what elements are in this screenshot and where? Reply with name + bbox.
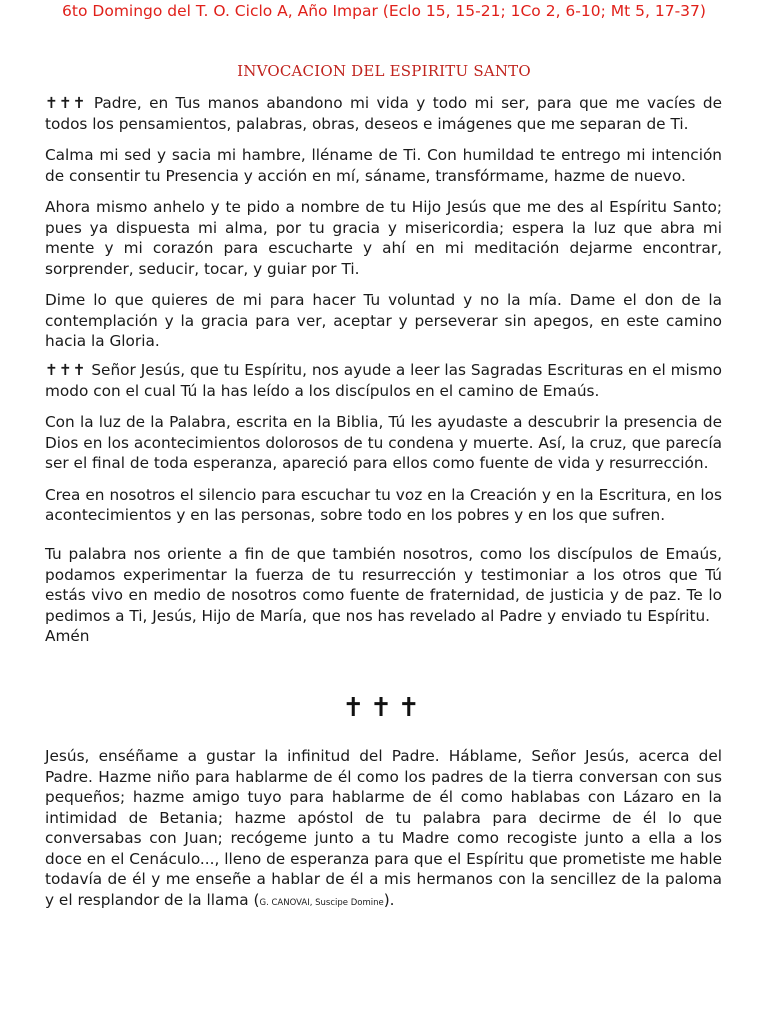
cross-icon: ✝✝✝ [45, 94, 87, 112]
section-padre [45, 93, 722, 363]
paragraph: Ahora mismo anhelo y te pido a nombre de tu Hijo Jesús que me des al Espíritu Santo; pues ya dispuesta mi alma, por tu gracia y misericordia; espera la luz que abra mi mente y mi corazón para escucharte y ahí en mi meditación dejarme encontrar, sorprender, seducir, tocar, y guiar por Ti. [45, 198, 722, 278]
paragraph: Tu palabra nos oriente a fin de que también nosotros, como los discípulos de Emaús, podamos experimentar la fuerza de tu resurrección y testimoniar a los otros que Tú estás vivo en medio de nosotros como fuente de fraternidad, de justicia y de paz. Te lo pedimos a Ti, Jesús, Hijo de María, que nos has revelado al Padre y enviado tu Espíritu. [45, 545, 722, 625]
paragraph: Dime lo que quieres de mi para hacer Tu voluntad y no la mía. Dame el don de la contemplación y la gracia para ver, aceptar y perseverar sin apegos, en este camino hacia la Gloria. [45, 291, 722, 350]
section-jesus [45, 360, 722, 537]
amen-text: Amén [45, 627, 90, 645]
paragraph [45, 93, 722, 134]
cross-icon: ✝✝✝ [45, 361, 87, 379]
paragraph: Con la luz de la Palabra, escrita en la Biblia, Tú les ayudaste a descubrir la presencia de Dios en los acontecimientos dolorosos de tu condena y muerte. Así, la cruz, que parecía ser el final de toda esperanza, apareció para ellos como fuente de vida y resurrección. [45, 413, 722, 472]
section-closing [45, 544, 722, 647]
paragraph: Calma mi sed y sacia mi hambre, lléname de Ti. Con humildad te entrego mi intención de consentir tu Presencia y acción en mí, sáname, transfórmame, hazme de nuevo. [45, 146, 722, 185]
paragraph [45, 360, 722, 401]
paragraph-text: Padre, en Tus manos abandono mi vida y todo mi ser, para que me vacíes de todos los pensamientos, palabras, obras, deseos e imágenes que me separan de Ti. [45, 94, 722, 133]
section-canovai [45, 746, 722, 924]
paragraph [45, 746, 722, 913]
liturgical-header: 6to Domingo del T. O. Ciclo A, Año Impar (Eclo 15, 15-21; 1Co 2, 6-10; Mt 5, 17-37) [62, 2, 706, 20]
paragraph: Crea en nosotros el silencio para escuchar tu voz en la Creación y en la Escritura, en los acontecimientos y en las personas, sobre todo en los pobres y en los que sufren. [45, 485, 722, 524]
paragraph-text: Jesús, enséñame a gustar la infinitud del Padre. Háblame, Señor Jesús, acerca del Padre. Hazme niño para hablarme de él como los padres de la tierra conversan con sus pequeños; hazme amigo tuyo para hablarme de él como hablabas con Lázaro en la intimidad de Betania; hazme apóstol de tu palabra para decirme de él lo que conversabas con Juan; recógeme junto a tu Madre como recogiste junto a ella a los doce en el Cenáculo..., lleno de esperanza para que el Espíritu que prometiste me hable todavía de él y me enseñe a hablar de él a mis hermanos con la sencillez de la paloma y el resplandor de la llama ( [45, 747, 722, 909]
citation: G. CANOVAI, Suscipe Domine [259, 897, 384, 908]
prayer-title: INVOCACION DEL ESPIRITU SANTO [237, 62, 531, 80]
paragraph-text: Señor Jesús, que tu Espíritu, nos ayude a leer las Sagradas Escrituras en el mismo modo con el cual Tú la has leído a los discípulos en el camino de Emaús. [45, 361, 722, 400]
cross-icon: ✝✝✝ [342, 693, 426, 723]
closing-punctuation: ). [383, 890, 395, 909]
